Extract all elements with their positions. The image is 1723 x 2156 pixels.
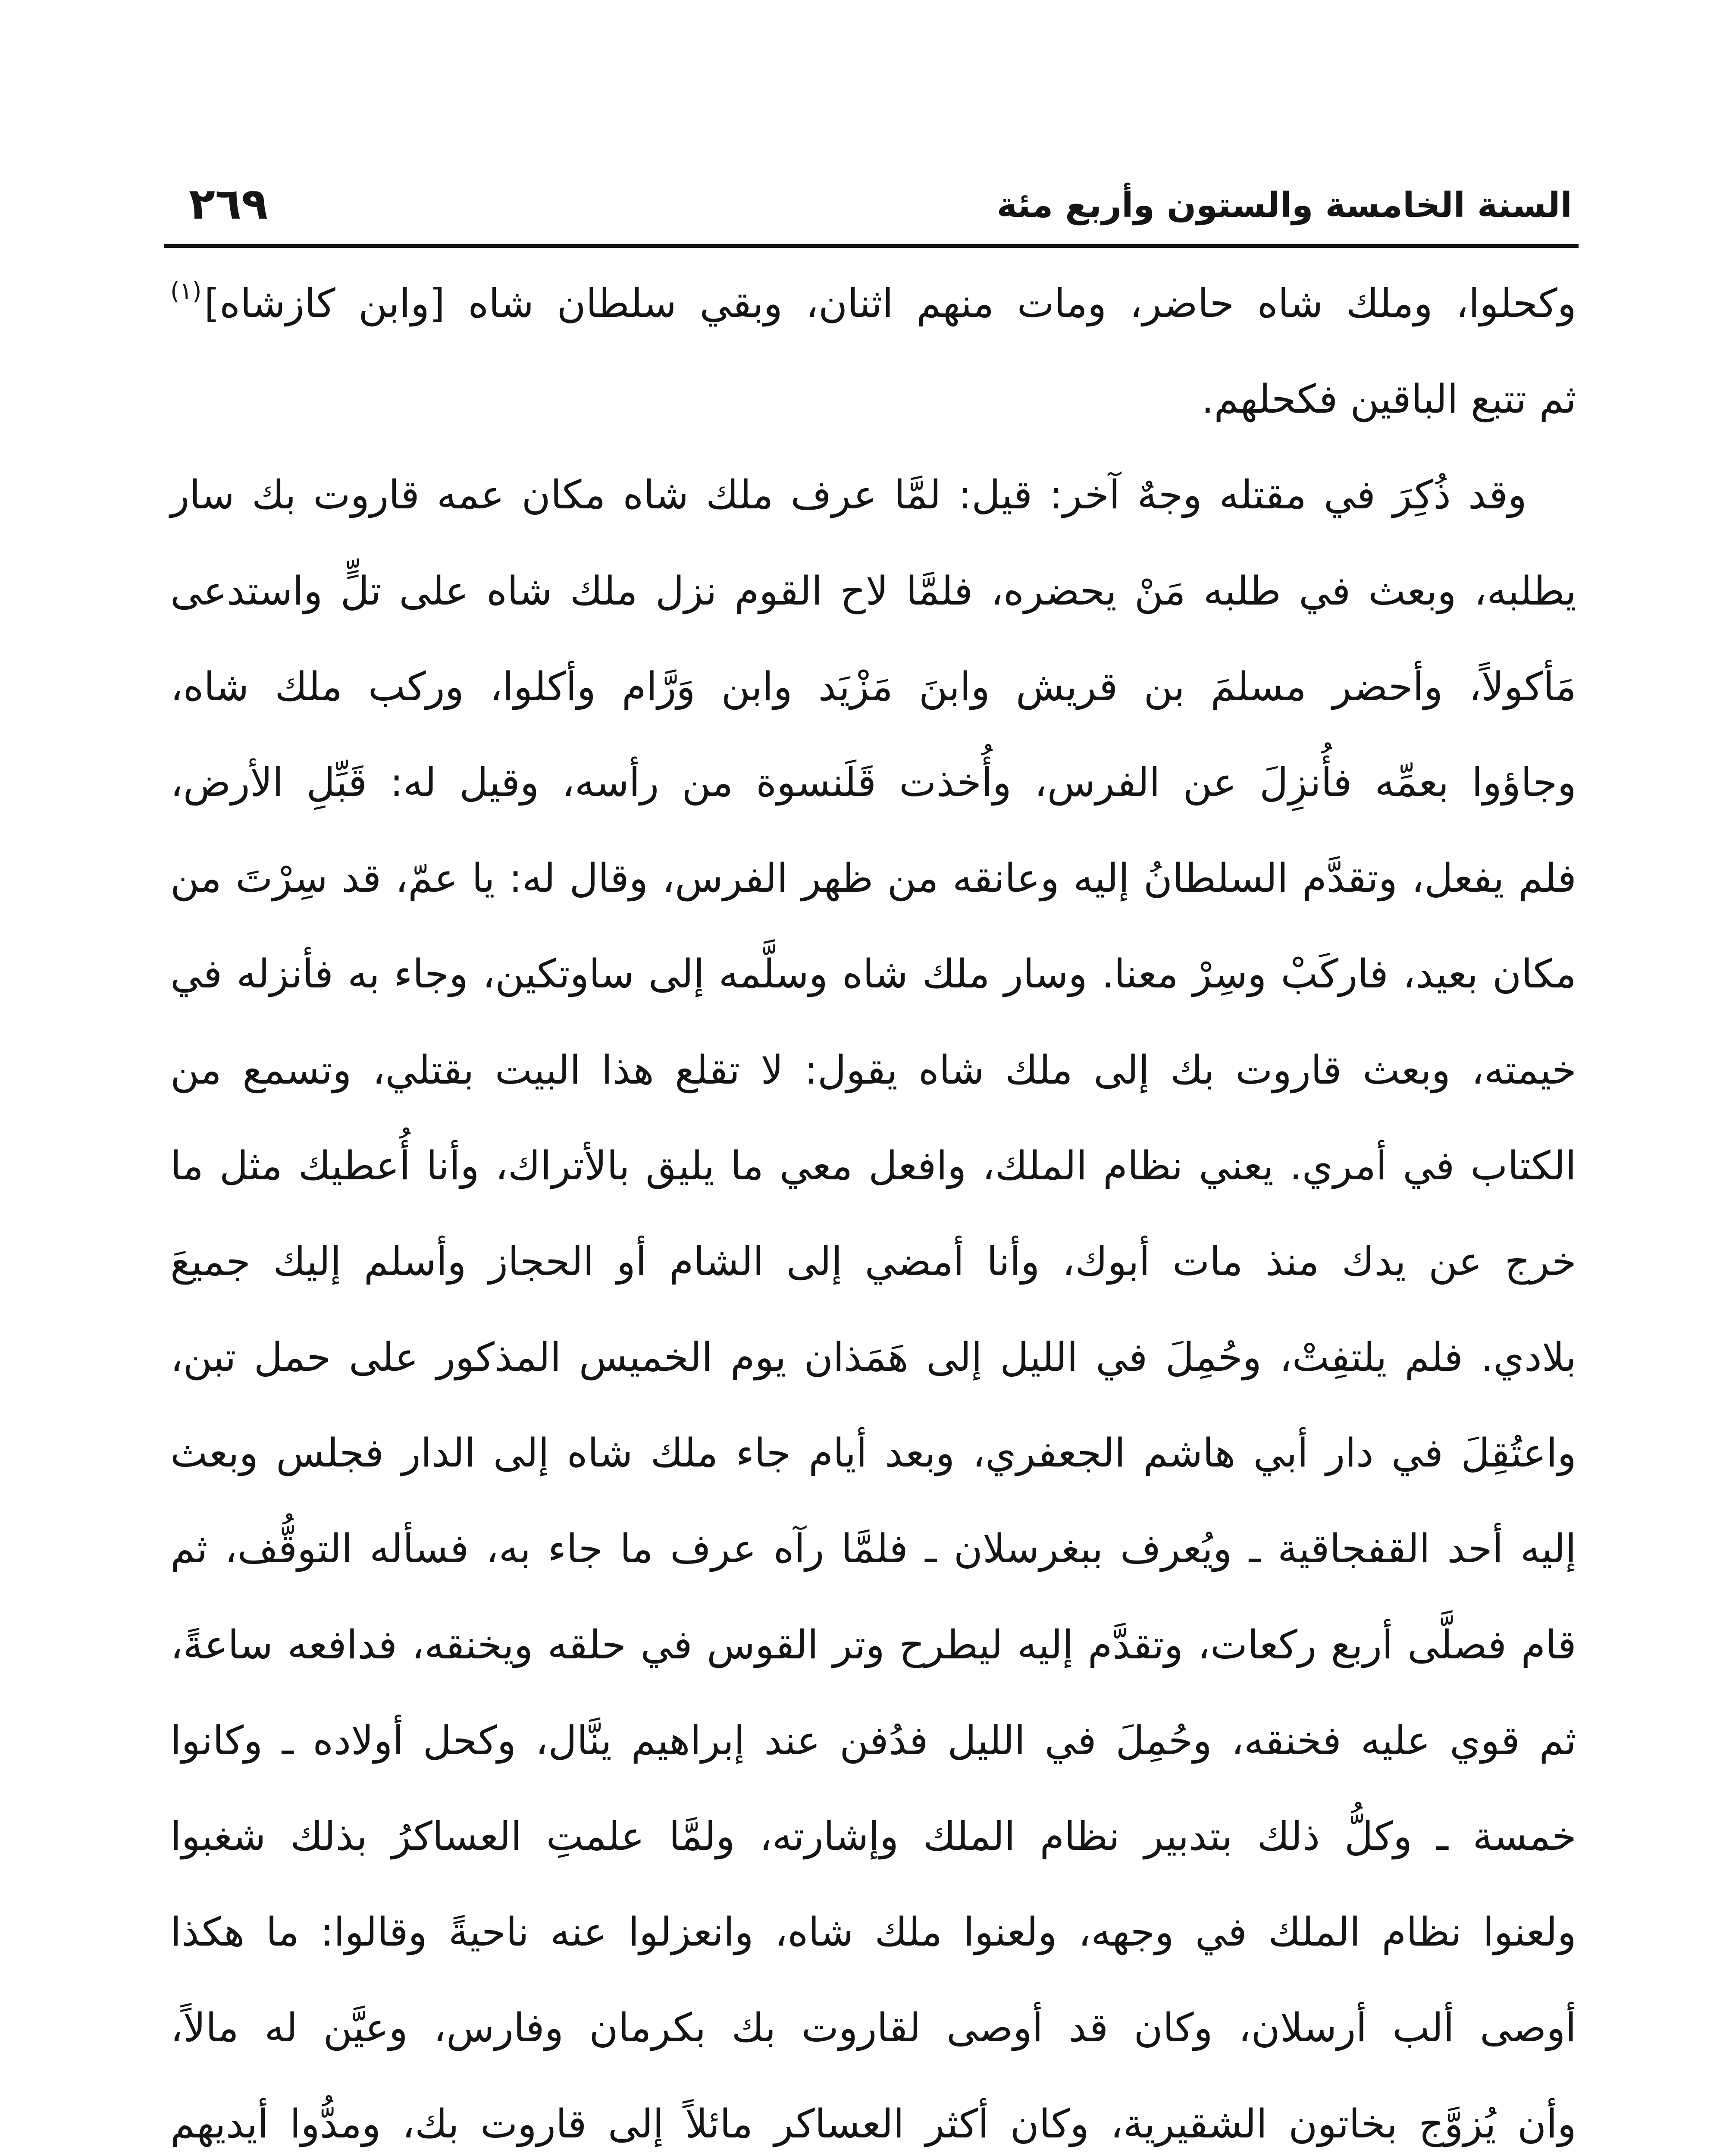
text-line: خيمته، وبعث قاروت بك إلى ملك شاه يقول: لا تقلع هذا البيت بقتلي، وتسمع من bbox=[170, 1047, 1576, 1093]
page-number: ٢٦٩ bbox=[189, 179, 268, 229]
text-line: إليه أحد القفجاقية ـ ويُعرف ببغرسلان ـ فلمَّا رآه عرف ما جاء به، فسأله التوقُّف، ثم bbox=[170, 1526, 1576, 1572]
running-head-title: السنة الخامسة والستون وأربع مئة bbox=[996, 185, 1572, 225]
text-line: ولعنوا نظام الملك في وجهه، ولعنوا ملك شاه، وانعزلوا عنه ناحيةً وقالوا: ما هكذا bbox=[170, 1909, 1576, 1955]
line-text: وكحلوا، وملك شاه حاضر، ومات منهم اثنان، وبقي سلطان شاه [وابن كازشاه] bbox=[204, 280, 1576, 326]
text-line: وأن يُزوَّج بخاتون الشقيرية، وكان أكثر العساكر مائلاً إلى قاروت بك، ومدُّوا أيديهم bbox=[170, 2100, 1576, 2147]
text-line: الكتاب في أمري. يعني نظام الملك، وافعل معي ما يليق بالأتراك، وأنا أُعطيك مثل ما bbox=[170, 1142, 1576, 1189]
footnote-marker: (١) bbox=[170, 277, 202, 305]
text-line: واعتُقِلَ في دار أبي هاشم الجعفري، وبعد أيام جاء ملك شاه إلى الدار فجلس وبعث bbox=[170, 1430, 1576, 1476]
header-rule bbox=[164, 244, 1579, 248]
paragraph bbox=[170, 256, 1576, 447]
text-line: فلم يفعل، وتقدَّم السلطانُ إليه وعانقه من ظهر الفرس، وقال له: يا عمّ، قد سِرْتَ من bbox=[170, 855, 1576, 902]
paragraph bbox=[170, 447, 1576, 2156]
text-line: ثم قوي عليه فخنقه، وحُمِلَ في الليل فدُفن عند إبراهيم ينَّال، وكحل أولاده ـ وكانوا bbox=[170, 1717, 1576, 1764]
text-line: خمسة ـ وكلُّ ذلك بتدبير نظام الملك وإشارته، ولمَّا علمتِ العساكرُ بذلك شغبوا bbox=[170, 1813, 1576, 1859]
text-line: مَأكولاً، وأحضر مسلمَ بن قريش وابنَ مَزْيَد وابن وَرَّام وأكلوا، وركب ملك شاه، bbox=[170, 663, 1576, 710]
text-line: وجاؤوا بعمِّه فأُنزِلَ عن الفرس، وأُخذت قَلَنسوة من رأسه، وقيل له: قَبِّلِ الأرض، bbox=[170, 759, 1576, 805]
text-line: مكان بعيد، فاركَبْ وسِرْ معنا. وسار ملك شاه وسلَّمه إلى ساوتكين، وجاء به فأنزله في bbox=[170, 951, 1576, 997]
text-line: بلادي. فلم يلتفِتْ، وحُمِلَ في الليل إلى هَمَذان يوم الخميس المذكور على حمل تبن، bbox=[170, 1334, 1576, 1381]
text-line: يطلبه، وبعث في طلبه مَنْ يحضره، فلمَّا لاح القوم نزل ملك شاه على تلٍّ واستدعى bbox=[170, 567, 1576, 614]
text-line: أوصى ألب أرسلان، وكان قد أوصى لقاروت بك بكرمان وفارس، وعيَّن له مالاً، bbox=[170, 2005, 1576, 2051]
text-line: ثم تتبع الباقين فكحلهم. bbox=[1201, 376, 1576, 423]
text-line: خرج عن يدك منذ مات أبوك، وأنا أمضي إلى الشام أو الحجاز وأسلم إليك جميعَ bbox=[170, 1238, 1576, 1285]
text-line bbox=[170, 256, 1576, 351]
text-line: قام فصلَّى أربع ركعات، وتقدَّم إليه ليطرح وتر القوس في حلقه ويخنقه، فدافعه ساعةً، bbox=[170, 1621, 1576, 1668]
body-text bbox=[170, 256, 1576, 2156]
text-line: وقد ذُكِرَ في مقتله وجهٌ آخر: قيل: لمَّا عرف ملك شاه مكان عمه قاروت بك سار bbox=[170, 472, 1527, 518]
